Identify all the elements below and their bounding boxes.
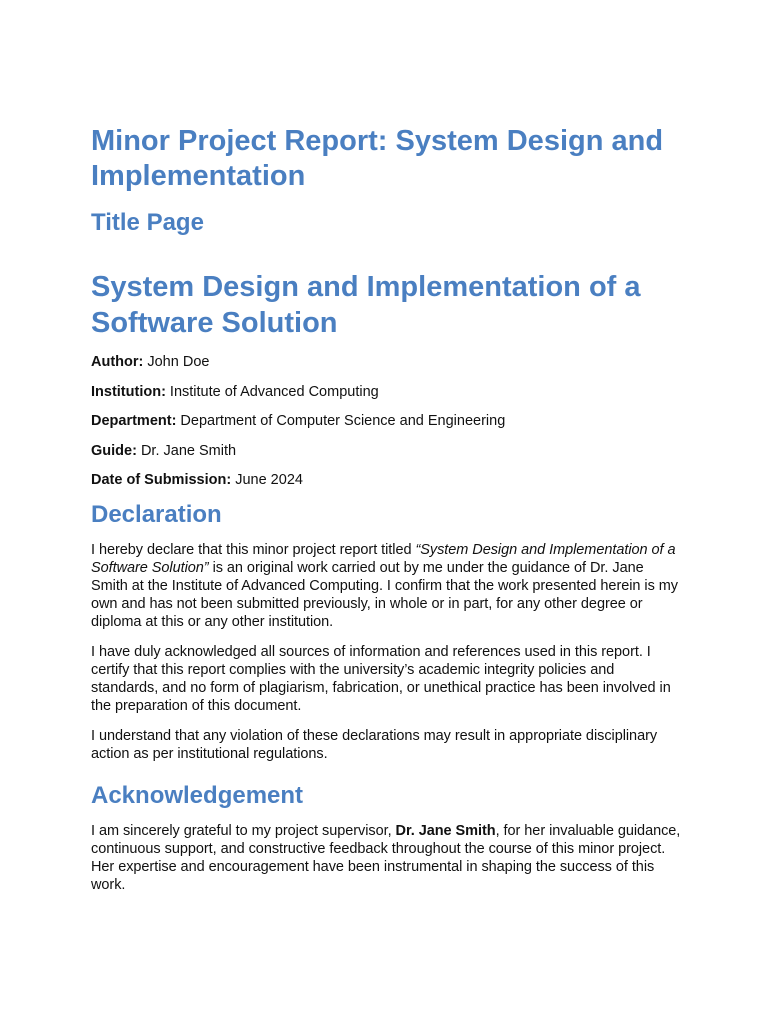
document-title: Minor Project Report: System Design and Implementation [91,125,664,192]
meta-guide-label: Guide: [91,442,137,459]
declaration-paragraph-1 [91,541,681,631]
meta-institution-value: Institute of Advanced Computing [165,383,379,400]
meta-department-value: Department of Computer Science and Engineering [176,413,506,429]
meta-author-label: Author: [91,354,144,370]
acknowledgement-heading: Acknowledgement [91,782,304,809]
declaration-heading: Declaration [91,501,222,528]
meta-institution-label: Institution: [91,383,166,400]
acknowledgement-p1-supervisor: Dr. Jane Smith [395,823,496,839]
meta-author [91,353,681,371]
meta-guide-value: Dr. Jane Smith [136,442,237,459]
declaration-p1-after: is an original work carried out by me under the guidance of Dr. Jane Smith at the Institute of Advanced Computing. I confirm that the work presented herein is my own and has not been submitted previously, in whole or in part, for any other degree or diploma at this or any other institution. [91,560,678,630]
title-page-heading: Title Page [91,209,204,236]
declaration-p1-title: “System Design and Implementation of a Software Solution” [91,542,676,576]
acknowledgement-p1-after: , for her invaluable guidance, continuous support, and constructive feedback throughout the course of this minor project. Her expertise and encouragement have been instrumental in shaping the success of this work. [91,823,681,893]
system-title: System Design and Implementation of a Software Solution [91,271,641,339]
meta-institution [91,383,681,401]
declaration-paragraph-2: I have duly acknowledged all sources of information and references used in this report. I certify that this report complies with the university’s academic integrity policies and standards, and no form of plagiarism, fabrication, or unethical practice has been involved in the preparation of this document. [91,644,671,714]
declaration-p1-before: I hereby declare that this minor project report titled [91,542,416,558]
declaration-paragraph-3: I understand that any violation of these declarations may result in appropriate disciplinary action as per institutional regulations. [91,728,658,762]
meta-guide [91,442,681,460]
acknowledgement-paragraph-1 [91,822,681,894]
meta-department [91,412,681,430]
document-body [91,124,681,894]
meta-submission-date-value: June 2024 [231,472,303,488]
meta-submission-date-label: Date of Submission: [91,472,232,488]
acknowledgement-p1-before: I am sincerely grateful to my project supervisor, [91,823,396,839]
meta-author-value: John Doe [143,354,210,370]
meta-department-label: Department: [91,413,177,429]
meta-submission-date [91,471,681,489]
